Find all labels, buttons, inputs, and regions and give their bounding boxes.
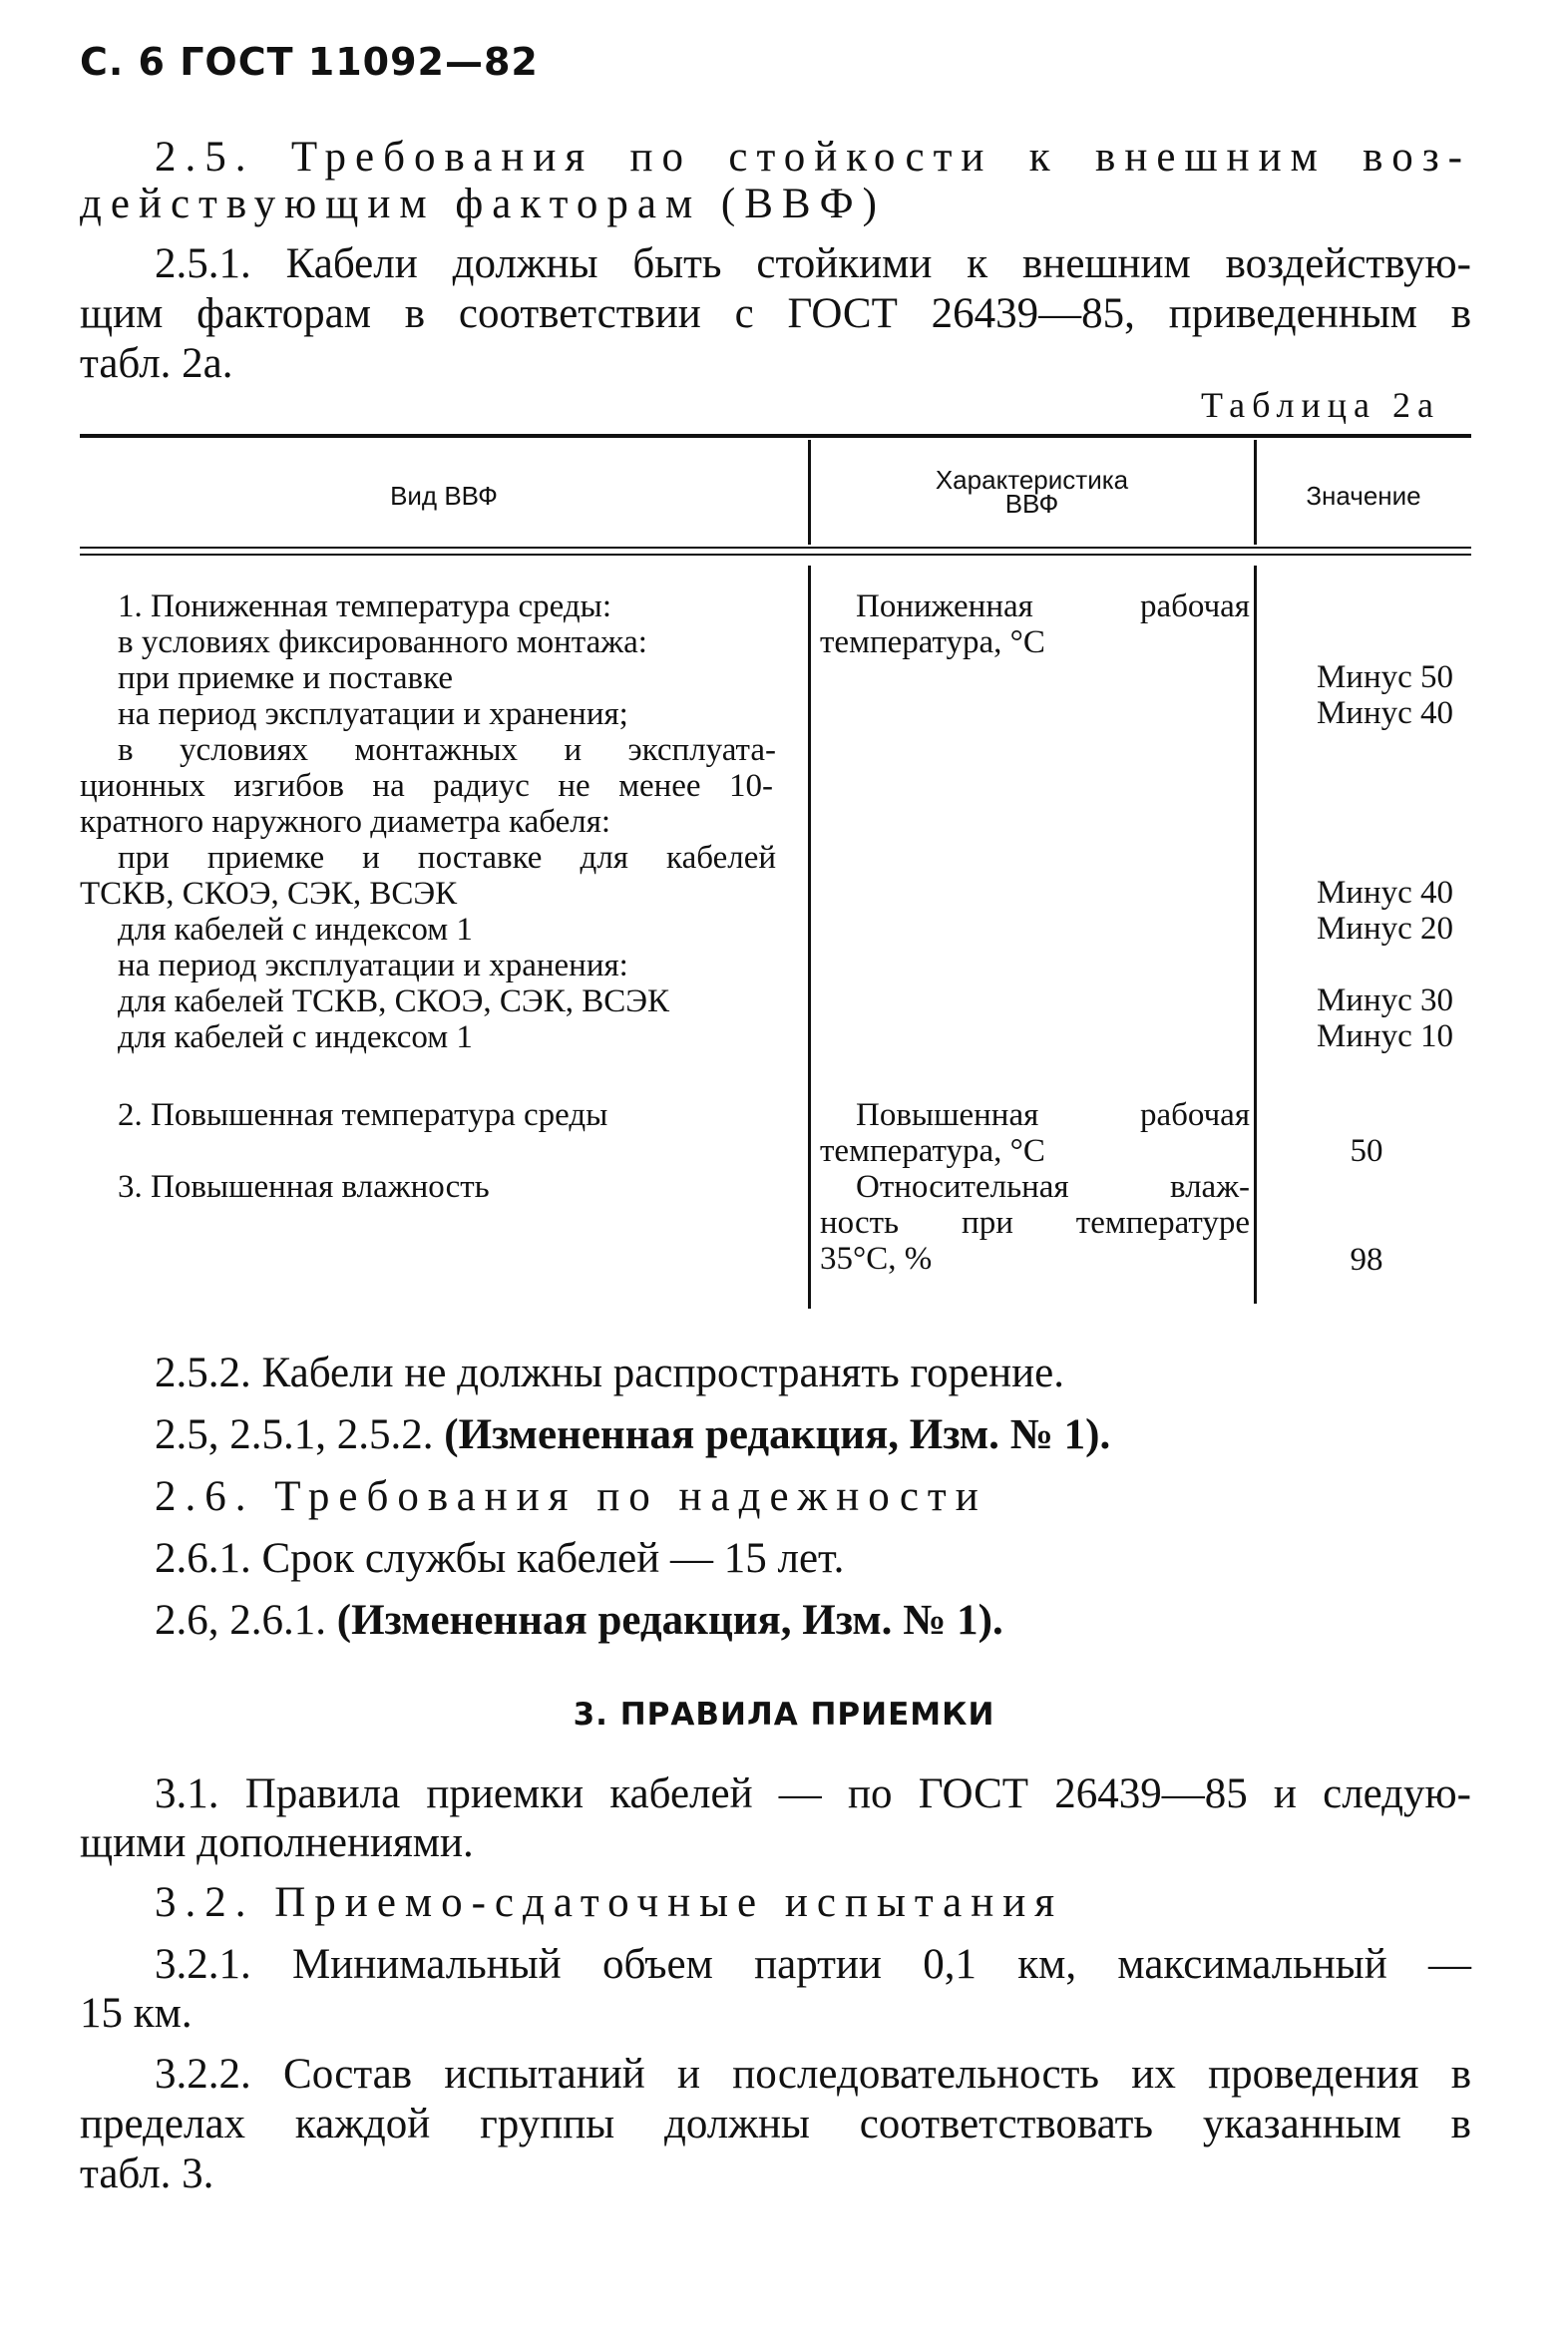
table-cell-text: Относительная влаж- — [856, 1169, 1250, 1205]
table-top-rule — [80, 434, 1471, 438]
table-cell-value: Минус 50 — [1316, 659, 1453, 695]
para-2-5-1-line3: табл. 2а. — [80, 340, 233, 387]
para-2-5-change-note: 2.5, 2.5.1, 2.5.2. (Измененная редакция, Изм. № 1). — [155, 1411, 1111, 1458]
table-title: Таблица 2а — [1201, 385, 1440, 425]
para-2-6-change-note: 2.6, 2.6.1. (Измененная редакция, Изм. № 1). — [155, 1597, 1003, 1644]
table-cell-text: температура, °С — [820, 1133, 1045, 1169]
table-cell-text: 1. Пониженная температура среды: — [118, 588, 611, 624]
table-cell-text: при приемке и поставке для кабелей — [118, 840, 776, 876]
table-cell-text: на период эксплуатации и хранения; — [118, 696, 628, 732]
table-cell-text: ционных изгибов на радиус не менее 10- — [80, 768, 773, 804]
table-cell-text: в условиях фиксированного монтажа: — [118, 624, 647, 660]
para-3-1-line1: 3.1. Правила приемки кабелей — по ГОСТ 26439—85 и следую- — [155, 1770, 1471, 1817]
table-cell-value: Минус 40 — [1316, 695, 1453, 731]
table-header-rule-2 — [80, 554, 1471, 556]
para-3-2-2-line1: 3.2.2. Состав испытаний и последовательность их проведения в — [155, 2051, 1471, 2098]
table-header-col2-line1: Характеристика — [935, 465, 1129, 495]
section-2-5-heading-line1: 2.5. Требования по стойкости к внешним воз- — [155, 134, 1471, 181]
section-2-6-heading: 2.6. Требования по надежности — [155, 1473, 987, 1520]
para-2-5-1-line1: 2.5.1. Кабели должны быть стойкими к внешним воздействую- — [155, 240, 1471, 287]
table-cell-text: Повышенная рабочая — [856, 1097, 1250, 1133]
para-3-2-1-line2: 15 км. — [80, 1990, 193, 2037]
table-cell-value: 50 — [1350, 1133, 1383, 1169]
table-cell-text: температура, °С — [820, 624, 1045, 660]
table-cell-text: при приемке и поставке — [118, 660, 453, 696]
section-2-5-heading-line2: действующим факторам (ВВФ) — [80, 181, 886, 227]
table-cell-value: Минус 20 — [1316, 911, 1453, 947]
table-cell-text: в условиях монтажных и эксплуата- — [118, 732, 776, 768]
para-2-5-2: 2.5.2. Кабели не должны распространять горение. — [155, 1350, 1064, 1396]
section-3-title: 3. ПРАВИЛА ПРИЕМКИ — [573, 1697, 995, 1733]
para-3-2-2-line2: пределах каждой группы должны соответствовать указанным в — [80, 2101, 1471, 2147]
table-cell-text: 35°С, % — [820, 1241, 933, 1277]
table-cell-text: 3. Повышенная влажность — [118, 1169, 490, 1205]
section-3-2-heading: 3.2. Приемо-сдаточные испытания — [155, 1879, 1064, 1926]
table-cell-text: для кабелей ТСКВ, СКОЭ, СЭК, ВСЭК — [118, 983, 670, 1019]
table-cell-text: ность при температуре — [820, 1205, 1250, 1241]
table-cell-text: 2. Повышенная температура среды — [118, 1097, 608, 1133]
table-body-divider-1 — [808, 566, 811, 1309]
para-2-5-1-line2: щим факторам в соответствии с ГОСТ 26439—85, приведенным в — [80, 290, 1471, 337]
page-header: С. 6 ГОСТ 11092—82 — [80, 40, 539, 84]
table-cell-text: для кабелей с индексом 1 — [118, 912, 473, 948]
table-cell-text: для кабелей с индексом 1 — [118, 1019, 473, 1055]
para-3-1-line2: щими дополнениями. — [80, 1819, 474, 1866]
table-cell-text: на период эксплуатации и хранения: — [118, 948, 628, 983]
table-cell-value: 98 — [1350, 1242, 1383, 1278]
table-cell-value: Минус 10 — [1316, 1018, 1453, 1054]
para-3-2-2-line3: табл. 3. — [80, 2150, 214, 2197]
para-2-6-1: 2.6.1. Срок службы кабелей — 15 лет. — [155, 1535, 845, 1582]
table-header-col1: Вид ВВФ — [390, 481, 498, 511]
para-3-2-1-line1: 3.2.1. Минимальный объем партии 0,1 км, максимальный — — [155, 1941, 1471, 1988]
table-cell-text: кратного наружного диаметра кабеля: — [80, 804, 611, 840]
table-header-col3: Значение — [1306, 481, 1421, 511]
table-header-rule-1 — [80, 547, 1471, 549]
table-cell-text: Пониженная рабочая — [856, 588, 1250, 624]
table-cell-text: ТСКВ, СКОЭ, СЭК, ВСЭК — [80, 876, 458, 912]
table-header-col2-line2: ВВФ — [1004, 489, 1059, 519]
table-cell-value: Минус 40 — [1316, 875, 1453, 911]
table-cell-value: Минус 30 — [1316, 982, 1453, 1018]
table-body-divider-2 — [1254, 566, 1257, 1304]
